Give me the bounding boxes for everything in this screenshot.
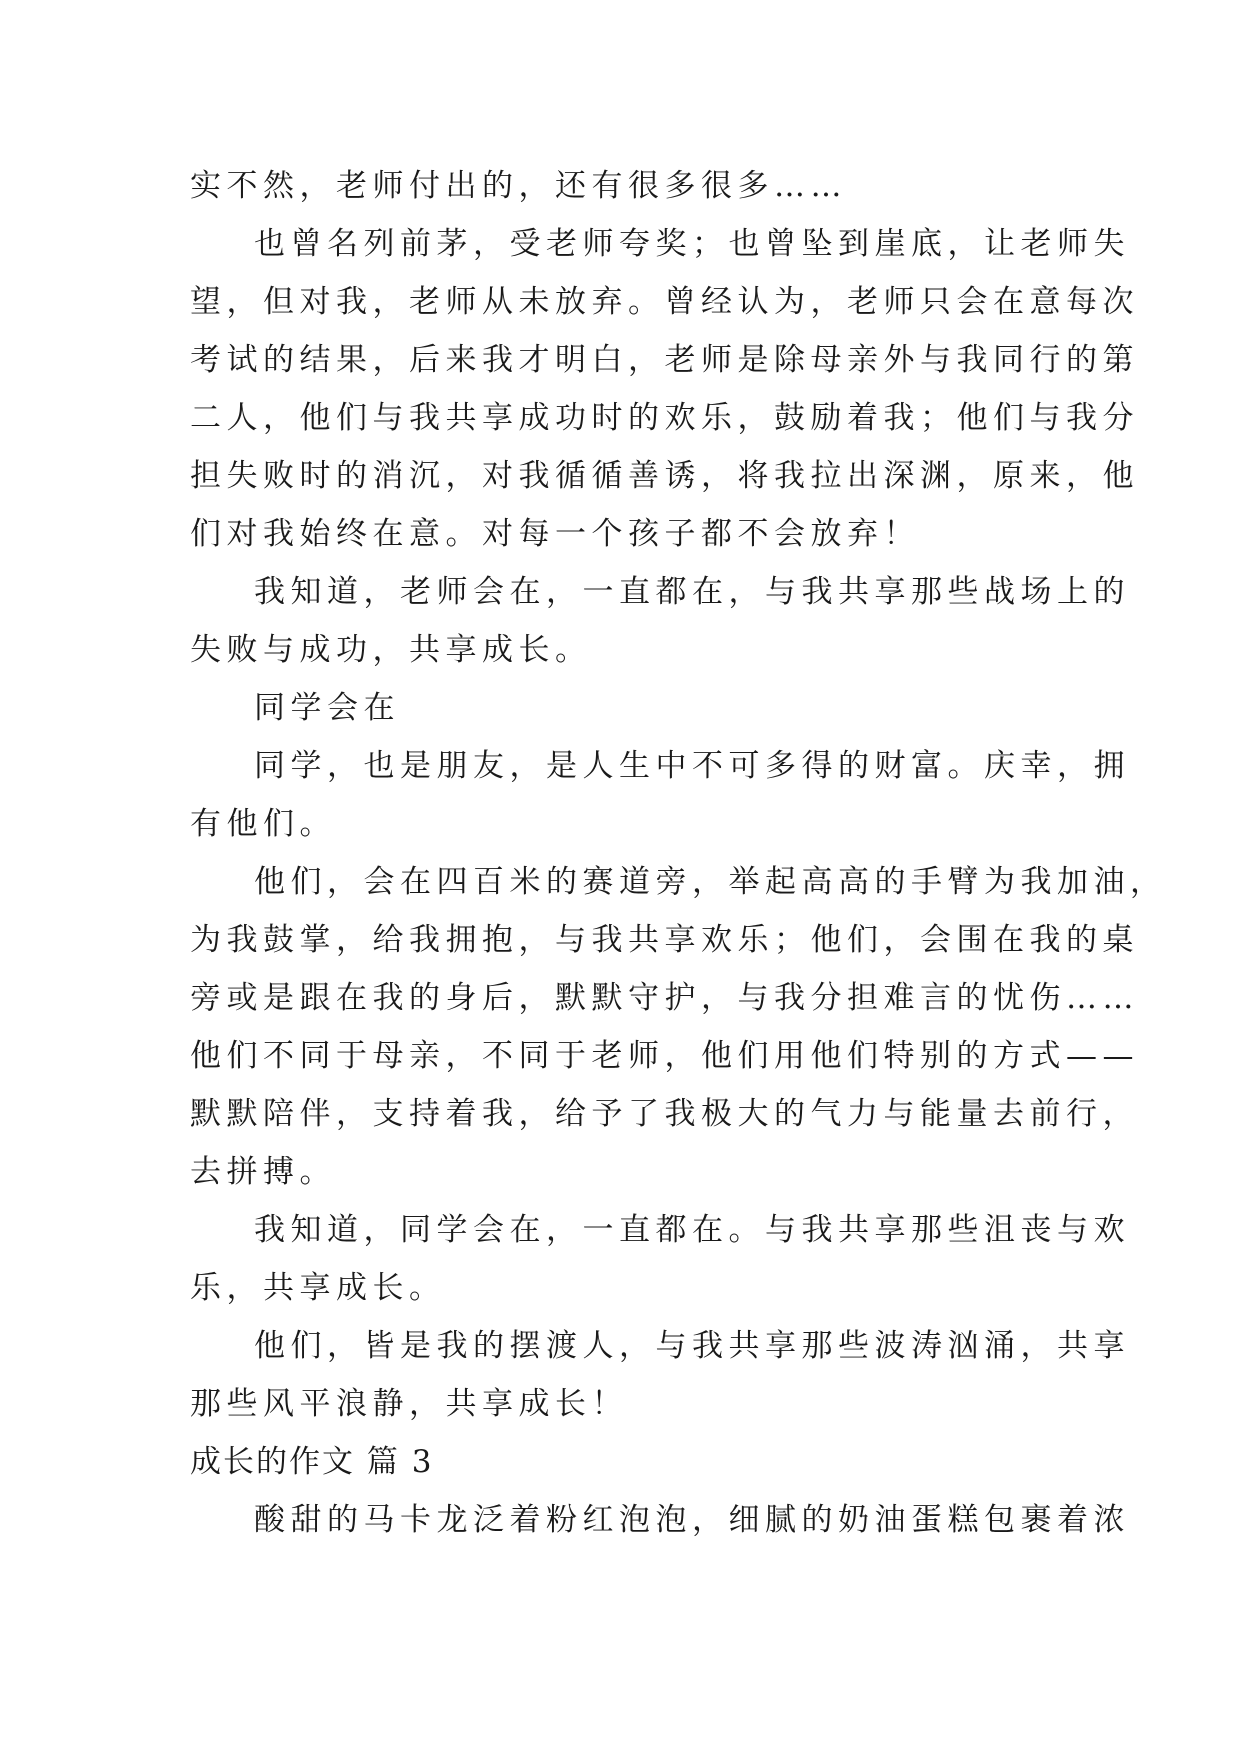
- text-line: 去拼搏。: [190, 1154, 336, 1190]
- text-line: 失败与成功，共享成长。: [190, 632, 592, 668]
- paragraph-start-line: 也曾名列前茅，受老师夸奖；也曾坠到崖底，让老师失: [254, 226, 1130, 262]
- paragraph-start-line: 酸甜的马卡龙泛着粉红泡泡，细腻的奶油蛋糕包裹着浓: [254, 1502, 1130, 1538]
- text-line: 为我鼓掌，给我拥抱，与我共享欢乐；他们，会围在我的桌: [190, 922, 1139, 958]
- paragraph-start-line: 他们，会在四百米的赛道旁，举起高高的手臂为我加油，: [254, 864, 1167, 900]
- text-line: 担失败时的消沉，对我循循善诱，将我拉出深渊，原来，他: [190, 458, 1139, 494]
- text-line: 实不然，老师付出的，还有很多很多……: [190, 168, 847, 204]
- text-line: 望，但对我，老师从未放弃。曾经认为，老师只会在意每次: [190, 284, 1139, 320]
- text-line: 们对我始终在意。对每一个孩子都不会放弃！: [190, 516, 920, 552]
- text-line: 旁或是跟在我的身后，默默守护，与我分担难言的忧伤……: [190, 980, 1139, 1016]
- paragraph-start-line: 他们，皆是我的摆渡人，与我共享那些波涛汹涌，共享: [254, 1328, 1130, 1364]
- text-line: 那些风平浪静，共享成长！: [190, 1386, 628, 1422]
- paragraph-start-line: 我知道，老师会在，一直都在，与我共享那些战场上的: [254, 574, 1130, 610]
- text-line: 有他们。: [190, 806, 336, 842]
- text-line: 默默陪伴，支持着我，给予了我极大的气力与能量去前行，: [190, 1096, 1139, 1132]
- paragraph-start-line: 我知道，同学会在，一直都在。与我共享那些沮丧与欢: [254, 1212, 1130, 1248]
- text-line: 乐，共享成长。: [190, 1270, 446, 1306]
- paragraph-start-line: 同学，也是朋友，是人生中不可多得的财富。庆幸，拥: [254, 748, 1130, 784]
- section-heading: 成长的作文 篇 3: [190, 1444, 434, 1480]
- section-subtitle: 同学会在: [254, 690, 400, 726]
- text-line: 他们不同于母亲，不同于老师，他们用他们特别的方式——: [190, 1038, 1139, 1074]
- text-line: 考试的结果，后来我才明白，老师是除母亲外与我同行的第: [190, 342, 1139, 378]
- text-line: 二人，他们与我共享成功时的欢乐，鼓励着我；他们与我分: [190, 400, 1139, 436]
